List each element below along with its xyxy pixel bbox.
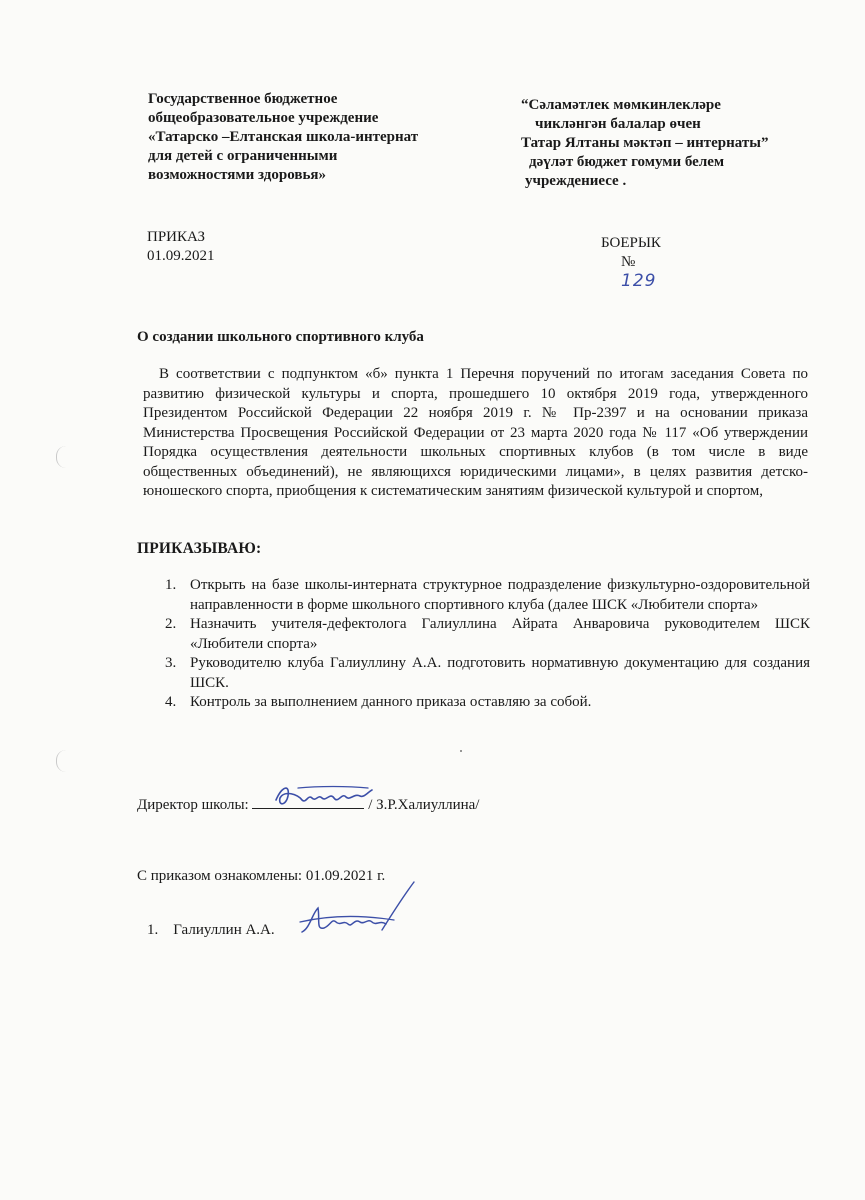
header-org-russian — [148, 90, 478, 185]
order-item-text: Назначить учителя-дефектолога Галиуллина Айрата Анваровича руководителем ШСК «Любители спорта» — [190, 616, 810, 652]
order-item-text: Открыть на базе школы-интерната структурное подразделение физкультурно-оздоровительной направленности в форме школьного спортивного клуба (далее ШСК «Любители спорта» — [190, 577, 810, 613]
scan-margin-mark — [56, 446, 67, 468]
director-label: Директор школы: — [137, 797, 249, 813]
header-right-line: учреждениесе . — [525, 173, 627, 189]
header-left-line: возможностями здоровья» — [148, 167, 326, 183]
order-item-text: Контроль за выполнением данного приказа оставляю за собой. — [190, 694, 592, 710]
header-right-line: Татар Ялтаны мәктәп – интернаты” — [521, 135, 769, 151]
acknowledgement-label: С приказом ознакомлены: 01.09.2021 г. — [137, 868, 386, 884]
scan-speck — [460, 750, 462, 752]
header-left-line: Государственное бюджетное — [148, 91, 338, 107]
order-item — [160, 693, 810, 713]
order-item — [160, 615, 810, 654]
order-item — [160, 654, 810, 693]
order-list — [160, 576, 810, 713]
doc-date: 01.09.2021 — [147, 248, 215, 264]
header-org-tatar — [518, 96, 838, 191]
header-right-line: “Сәламәтлек мөмкинлекләре — [521, 97, 721, 113]
order-item — [160, 576, 810, 615]
header-right-line: дәүләт бюджет гомуми белем — [529, 154, 725, 170]
ack-person-number: 1. — [147, 922, 159, 938]
ack-person-name: Галиуллин А.А. — [173, 922, 275, 938]
doc-number-handwritten: 129 — [621, 271, 657, 291]
director-signature-scribble — [268, 780, 378, 814]
order-subject: О создании школьного спортивного клуба — [137, 329, 424, 345]
order-item-number: 4. — [165, 694, 177, 710]
order-item-number: 3. — [165, 655, 177, 671]
header-left-line: для детей с ограниченными — [148, 148, 338, 164]
employee-signature-scribble — [296, 878, 426, 942]
doc-type-tatar — [601, 234, 661, 291]
order-item-number: 1. — [165, 577, 177, 593]
order-item-text: Руководителю клуба Галиуллину А.А. подготовить нормативную документацию для создания ШСК. — [190, 655, 810, 691]
acknowledgement-list — [147, 922, 275, 939]
order-item-number: 2. — [165, 616, 177, 632]
doc-type-label: ПРИКАЗ — [147, 229, 205, 245]
director-name: / З.Р.Халиуллина/ — [368, 797, 480, 813]
doc-number-line — [601, 253, 661, 291]
order-heading: ПРИКАЗЫВАЮ: — [137, 540, 262, 557]
scan-margin-mark — [56, 750, 67, 772]
doc-type-tatar-label: БОЕРЫК — [601, 235, 661, 251]
number-sign: № — [621, 254, 636, 270]
preamble-paragraph: В соответствии с подпунктом «б» пункта 1 Перечня поручений по итогам заседания Совета по развитию физической культуры и спорта, прошедшего 10 октября 2019 года, утвержденного Президентом Российской Федерации 22 ноября 2019 г. № Пр-2397 и на основании приказа Министерства Просвещения Российской Федерации от 23 марта 2020 года № 117 «Об утверждении Порядка осуществления деятельности школьных спортивных клубов (в том числе в виде общественных объединений), не являющихся юридическими лицами», в целях развития детско-юношеского спорта, приобщения к систематическим занятиям физической культурой и спортом, — [143, 366, 808, 499]
header-left-line: общеобразовательное учреждение — [148, 110, 379, 126]
header-right-line: чикләнгән балалар өчен — [535, 116, 701, 132]
doc-type-russian — [147, 228, 215, 266]
header-left-line: «Татарско –Елтанская школа-интернат — [148, 129, 419, 145]
